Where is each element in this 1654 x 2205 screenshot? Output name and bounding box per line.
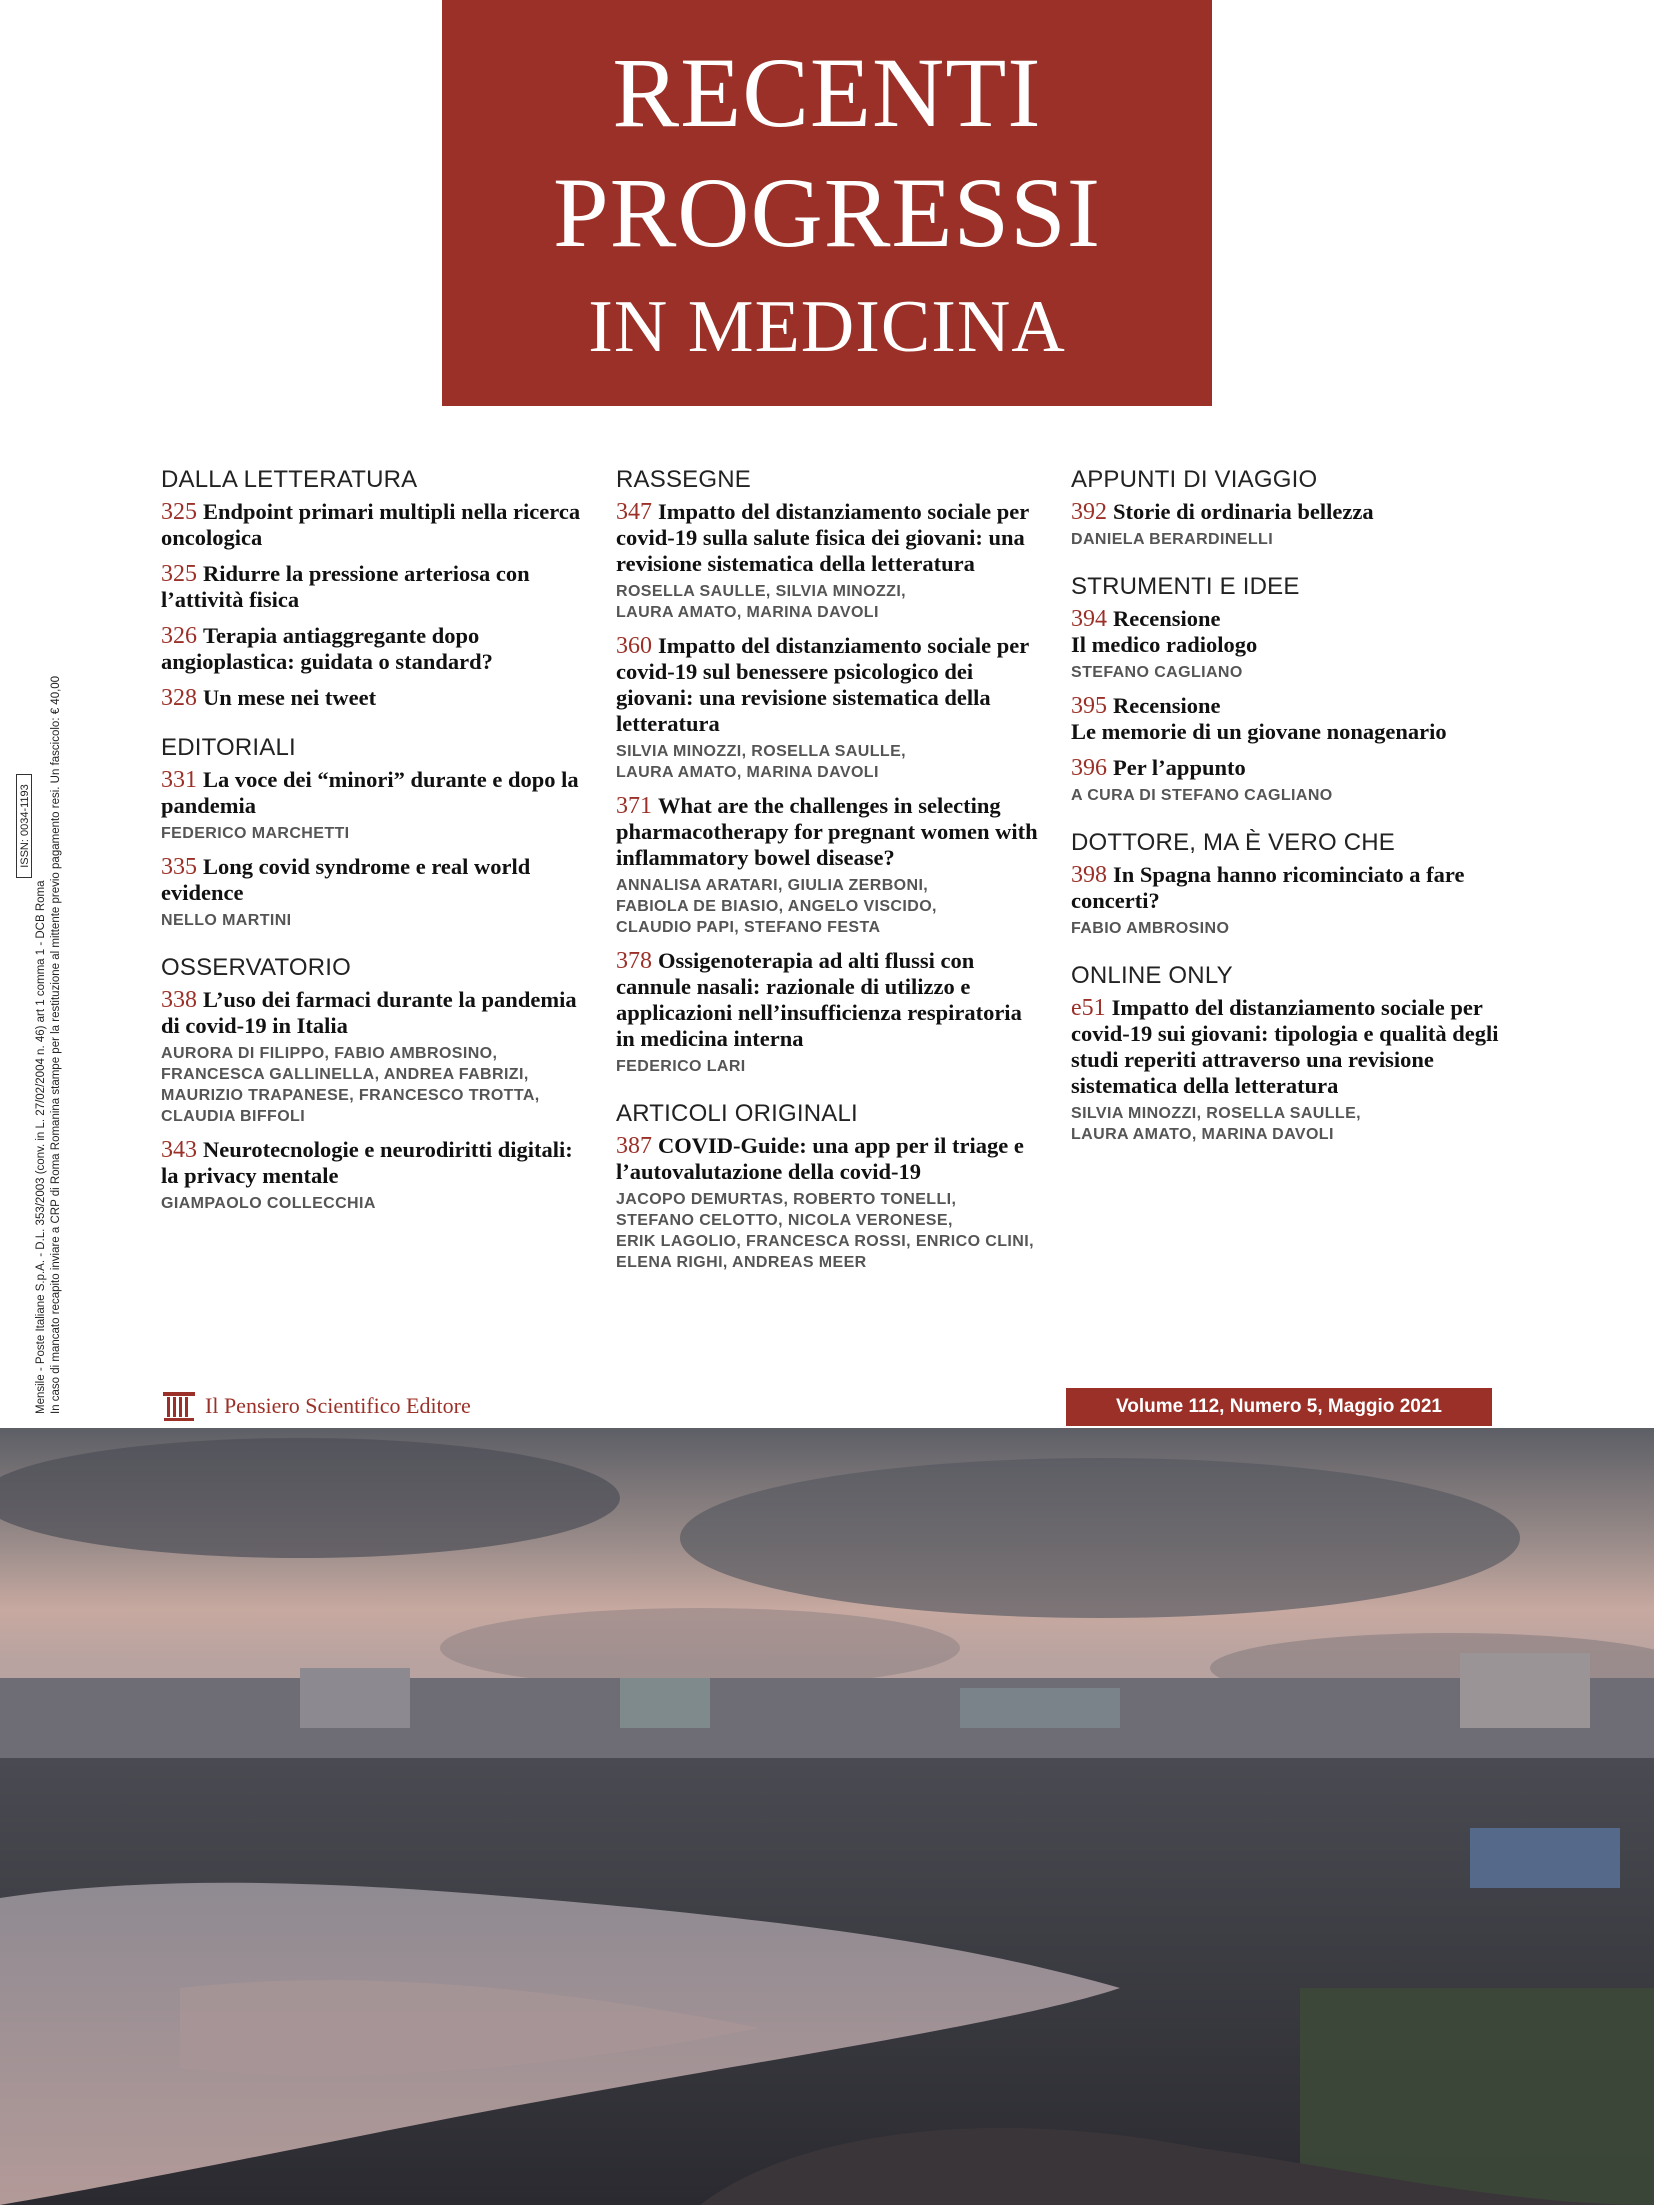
toc-entry[interactable] <box>1071 499 1501 550</box>
cloud <box>440 1608 960 1688</box>
toc-section <box>1071 961 1501 1145</box>
entry-title-text: What are the challenges in selecting pharmacotherapy for pregnant women with inflammatory bowel disease? <box>616 793 1038 870</box>
toc-entry[interactable] <box>1071 995 1501 1145</box>
page-number: 325 <box>161 561 197 587</box>
page-number: 398 <box>1071 862 1107 888</box>
entry-authors: NELLO MARTINI <box>161 912 292 929</box>
entry-title-text: Storie di ordinaria bellezza <box>1113 499 1374 524</box>
toc-entry[interactable] <box>161 685 591 711</box>
entry-title <box>616 1133 1046 1185</box>
entry-title <box>161 854 591 906</box>
toc-entry[interactable] <box>1071 862 1501 939</box>
postal-notice-line1: Mensile - Poste Italiane S.p.A. - D.L. 353/2003 (conv. in L. 27/02/2004 n. 46) art 1 comma 1 - DCB Roma <box>35 880 47 1414</box>
postal-notice <box>34 544 64 1414</box>
entry-authors: FABIO AMBROSINO <box>1071 920 1230 937</box>
entry-title <box>1071 862 1501 914</box>
entry-authors: A CURA DI STEFANO CAGLIANO <box>1071 787 1333 804</box>
entry-title-text: Un mese nei tweet <box>203 685 377 710</box>
entry-title <box>616 499 1046 577</box>
entry-title-text: Per l’appunto <box>1113 755 1246 780</box>
cloud <box>0 1438 620 1558</box>
entry-title <box>1071 606 1501 658</box>
entry-title <box>1071 499 1501 525</box>
entry-authors: SILVIA MINOZZI, ROSELLA SAULLE, LAURA AMATO, MARINA DAVOLI <box>1071 1105 1362 1143</box>
toc-entry[interactable] <box>161 987 591 1127</box>
entry-title-text: Endpoint primari multipli nella ricerca oncologica <box>161 499 581 550</box>
entry-title <box>1071 755 1501 781</box>
entry-title-text: Terapia antiaggregante dopo angioplastica: guidata o standard? <box>161 623 493 674</box>
toc-section <box>616 1099 1046 1273</box>
entry-authors: ANNALISA ARATARI, GIULIA ZERBONI, FABIOLA DE BIASIO, ANGELO VISCIDO, CLAUDIO PAPI, STEFANO FESTA <box>616 877 937 936</box>
page-number: 338 <box>161 987 197 1013</box>
toc-entry[interactable] <box>161 499 591 551</box>
toc-column-2 <box>616 465 1046 1283</box>
toc-entry[interactable] <box>616 633 1046 783</box>
toc-entry[interactable] <box>616 948 1046 1077</box>
publisher-name: Il Pensiero Scientifico Editore <box>205 1393 471 1418</box>
toc-entry[interactable] <box>1071 755 1501 806</box>
entry-title <box>161 685 591 711</box>
entry-title <box>616 948 1046 1052</box>
page-number: 335 <box>161 854 197 880</box>
masthead-title-line1: RECENTI <box>612 37 1042 148</box>
page-number: 378 <box>616 948 652 974</box>
toc-entry[interactable] <box>161 561 591 613</box>
building <box>620 1678 710 1728</box>
entry-title-text: Impatto del distanziamento sociale per covid-19 sul benessere psicologico dei giovani: una revisione sistematica della letteratura <box>616 633 1029 736</box>
page-number: 328 <box>161 685 197 711</box>
page-number: 392 <box>1071 499 1107 525</box>
issn-box: ISSN: 0034-1193 <box>16 774 32 878</box>
toc-entry[interactable] <box>161 623 591 675</box>
entry-title-text: Recensione Le memorie di un giovane nonagenario <box>1071 693 1447 744</box>
entry-authors: FEDERICO MARCHETTI <box>161 825 350 842</box>
toc-entry[interactable] <box>161 767 591 844</box>
section-title: DALLA LETTERATURA <box>161 466 418 493</box>
publisher-logo[interactable] <box>161 1386 471 1426</box>
section-title: DOTTORE, MA È VERO CHE <box>1071 829 1396 856</box>
page-number: 331 <box>161 767 197 793</box>
masthead-title-line3: IN MEDICINA <box>588 286 1066 368</box>
page-number: 395 <box>1071 693 1107 719</box>
entry-authors: AURORA DI FILIPPO, FABIO AMBROSINO, FRANCESCA GALLINELLA, ANDREA FABRIZI, MAURIZIO TRAPANESE, FRANCESCO TROTTA, CLAUDIA BIFFOLI <box>161 1045 540 1125</box>
page-number: 347 <box>616 499 652 525</box>
toc-entry[interactable] <box>1071 693 1501 745</box>
section-title: EDITORIALI <box>161 734 296 761</box>
entry-title-text: Impatto del distanziamento sociale per covid-19 sui giovani: tipologia e qualità degli studi reperiti attraverso una revisione sistematica della letteratura <box>1071 995 1499 1098</box>
section-title: RASSEGNE <box>616 466 751 493</box>
toc-entry[interactable] <box>616 1133 1046 1273</box>
entry-authors: DANIELA BERARDINELLI <box>1071 531 1274 548</box>
toc-section <box>161 953 591 1214</box>
toc-entry[interactable] <box>1071 606 1501 683</box>
toc-section <box>161 733 591 931</box>
entry-authors: JACOPO DEMURTAS, ROBERTO TONELLI, STEFANO CELOTTO, NICOLA VERONESE, ERIK LAGOLIO, FRANCESCA ROSSI, ENRICO CLINI, ELENA RIGHI, ANDREAS MEER <box>616 1191 1034 1271</box>
entry-title <box>616 633 1046 737</box>
entry-title-text: Ossigenoterapia ad alti flussi con cannule nasali: razionale di utilizzo e applicazioni nell’insufficienza respiratoria in medicina interna <box>616 948 1022 1051</box>
entry-title <box>161 1137 591 1189</box>
entry-authors: SILVIA MINOZZI, ROSELLA SAULLE, LAURA AMATO, MARINA DAVOLI <box>616 743 907 781</box>
entry-title <box>161 987 591 1039</box>
entry-title <box>161 767 591 819</box>
page-number: 325 <box>161 499 197 525</box>
column-logo-icon <box>161 1388 197 1424</box>
postal-notice-line2: In caso di mancato recapito inviare a CRP di Roma Romanina stampe per la restituzione al mittente previo pagamento resi. Un fascicolo: € 40,00 <box>50 675 62 1414</box>
house-roof <box>1470 1828 1620 1888</box>
toc-section <box>1071 572 1501 806</box>
cover-photo <box>0 1428 1654 2205</box>
entry-title <box>616 793 1046 871</box>
toc-section <box>1071 465 1501 550</box>
page-number: 360 <box>616 633 652 659</box>
toc-column-3 <box>1071 465 1501 1155</box>
entry-title-text: COVID-Guide: una app per il triage e l’autovalutazione della covid-19 <box>616 1133 1024 1184</box>
section-title: OSSERVATORIO <box>161 954 352 981</box>
page-number: 387 <box>616 1133 652 1159</box>
issue-info: Volume 112, Numero 5, Maggio 2021 <box>1066 1388 1492 1426</box>
building <box>960 1688 1120 1728</box>
toc-entry[interactable] <box>616 499 1046 623</box>
entry-title <box>161 561 591 613</box>
page-number: 396 <box>1071 755 1107 781</box>
toc-entry[interactable] <box>161 1137 591 1214</box>
section-title: STRUMENTI E IDEE <box>1071 573 1300 600</box>
entry-title <box>161 499 591 551</box>
page-number: e51 <box>1071 995 1106 1021</box>
entry-authors: FEDERICO LARI <box>616 1058 746 1075</box>
entry-title <box>1071 995 1501 1099</box>
toc-section <box>1071 828 1501 939</box>
toc-column-1 <box>161 465 591 1224</box>
toc-section <box>616 465 1046 1077</box>
entry-authors: GIAMPAOLO COLLECCHIA <box>161 1195 376 1212</box>
toc-entry[interactable] <box>616 793 1046 938</box>
entry-title <box>161 623 591 675</box>
cloud <box>680 1458 1520 1618</box>
masthead-title-line2: PROGRESSI <box>552 157 1102 268</box>
toc-section <box>161 465 591 711</box>
entry-title-text: Impatto del distanziamento sociale per covid-19 sulla salute fisica dei giovani: una revisione sistematica della letteratura <box>616 499 1029 576</box>
page-number: 394 <box>1071 606 1107 632</box>
page-number: 343 <box>161 1137 197 1163</box>
building <box>1460 1653 1590 1728</box>
entry-authors: ROSELLA SAULLE, SILVIA MINOZZI, LAURA AMATO, MARINA DAVOLI <box>616 583 907 621</box>
section-title: ONLINE ONLY <box>1071 962 1233 989</box>
page-number: 371 <box>616 793 652 819</box>
entry-authors: STEFANO CAGLIANO <box>1071 664 1243 681</box>
entry-title-text: L’uso dei farmaci durante la pandemia di covid-19 in Italia <box>161 987 577 1038</box>
entry-title-text: Ridurre la pressione arteriosa con l’attività fisica <box>161 561 530 612</box>
section-title: ARTICOLI ORIGINALI <box>616 1100 858 1127</box>
entry-title-text: La voce dei “minori” durante e dopo la pandemia <box>161 767 579 818</box>
entry-title-text: Neurotecnologie e neurodiritti digitali: la privacy mentale <box>161 1137 573 1188</box>
entry-title-text: Recensione Il medico radiologo <box>1071 606 1258 657</box>
toc-entry[interactable] <box>161 854 591 931</box>
building <box>300 1668 410 1728</box>
masthead <box>442 0 1212 406</box>
entry-title <box>1071 693 1501 745</box>
entry-title-text: In Spagna hanno ricominciato a fare concerti? <box>1071 862 1465 913</box>
section-title: APPUNTI DI VIAGGIO <box>1071 466 1318 493</box>
page-number: 326 <box>161 623 197 649</box>
entry-title-text: Long covid syndrome e real world evidence <box>161 854 531 905</box>
